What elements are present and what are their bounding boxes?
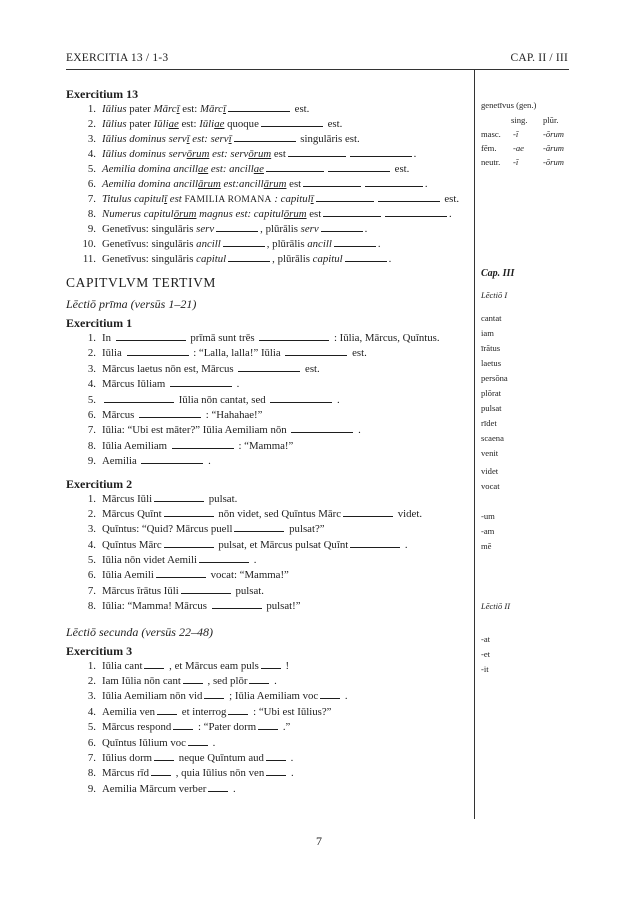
answer-blank[interactable] (291, 424, 353, 433)
lectio-1-heading: Lēctiō prīma (versūs 1–21) (66, 297, 197, 311)
list-item: 6. Iūlia Aemili vocat: “Mamma!” (87, 569, 289, 582)
vocab-word: venit (481, 448, 499, 458)
answer-blank[interactable] (238, 363, 300, 372)
list-item: 8. Iūlia Aemiliam : “Mamma!” (87, 439, 294, 452)
exercise-13-title: Exercitium 13 (66, 87, 139, 101)
list-item: 9. Aemilia Mārcum verber . (87, 782, 236, 795)
answer-blank[interactable] (261, 660, 281, 669)
answer-blank[interactable] (316, 193, 374, 202)
answer-blank[interactable] (323, 208, 381, 217)
exercise-3-title: Exercitium 3 (66, 643, 133, 658)
list-item: 5. Iūlia nōn videt Aemili . (87, 554, 257, 567)
list-item: 6. Mārcus : “Hahahae!” (87, 408, 263, 421)
answer-blank[interactable] (156, 569, 206, 578)
page-number: 7 (316, 834, 322, 848)
exercise-1-list (66, 331, 466, 470)
answer-blank[interactable] (320, 690, 340, 699)
list-item: 5. Aemilia domina ancillae est: ancillae est. (87, 163, 410, 175)
list-item: 8. Iūlia: “Mamma! Mārcus pulsat!” (87, 600, 301, 613)
vocab-word: rīdet (481, 418, 497, 428)
list-item: 5. Iūlia nōn cantat, sed . (87, 393, 340, 406)
list-item: 1. Mārcus Iūli pulsat. (87, 492, 238, 505)
list-item: 5. Mārcus respond : “Pater dorm .” (87, 721, 291, 734)
chapter-title: CAPITVLVM TERTIVM (66, 275, 217, 290)
answer-blank[interactable] (334, 238, 376, 247)
answer-blank[interactable] (385, 208, 447, 217)
answer-blank[interactable] (285, 347, 347, 356)
list-item: 11. Genetīvus: singulāris capitul , plūrālis capitul . (82, 253, 392, 265)
answer-blank[interactable] (266, 163, 324, 172)
answer-blank[interactable] (223, 238, 265, 247)
ending-note: -it (481, 664, 489, 674)
list-item: 6. Aemilia domina ancillārum est:ancillārum est . (87, 178, 428, 190)
answer-blank[interactable] (228, 253, 270, 262)
answer-blank[interactable] (151, 767, 171, 776)
list-item: 1. Iūlia cant , et Mārcus eam puls ! (87, 659, 290, 672)
answer-blank[interactable] (181, 585, 231, 594)
exercise-1-title: Exercitium 1 (66, 316, 133, 330)
exercise-13-list (66, 102, 466, 267)
margin-rule (474, 69, 475, 819)
answer-blank[interactable] (212, 600, 262, 609)
lectio-1-label: Lēctiō I (481, 290, 508, 300)
list-item: 9. Aemilia . (87, 455, 211, 468)
list-item: 3. Iūlia Aemiliam nōn vid ; Iūlia Aemiliam voc . (87, 690, 348, 703)
genetivus-row: neutr. -ī -ōrum (481, 157, 565, 167)
list-item: 3. Quīntus: “Quid? Mārcus puell pulsat?” (87, 523, 325, 536)
answer-blank[interactable] (170, 378, 232, 387)
answer-blank[interactable] (234, 133, 296, 142)
list-item: 7. Iūlia: “Ubi est māter?” Iūlia Aemiliam nōn . (87, 424, 361, 437)
exercise-3-list (66, 659, 466, 798)
answer-blank[interactable] (141, 455, 203, 464)
list-item: 10. Genetīvus: singulāris ancill , plūrālis ancill . (82, 238, 381, 250)
ending-note: mē (481, 541, 492, 551)
answer-blank[interactable] (228, 103, 290, 112)
ending-note: -am (481, 526, 495, 536)
chapter-label: Cap. III (481, 268, 515, 279)
answer-blank[interactable] (104, 394, 174, 403)
list-item: 3. Iūlius dominus servī est: servī singulāris est. (87, 133, 360, 145)
vocab-word: īrātus (481, 343, 501, 353)
list-item: 7. Iūlius dorm neque Quīntum aud . (87, 751, 294, 764)
vocab-word: scaena (481, 433, 504, 443)
answer-blank[interactable] (127, 347, 189, 356)
answer-blank[interactable] (328, 163, 390, 172)
list-item: 8. Mārcus rīd , quia Iūlius nōn ven . (87, 767, 294, 780)
answer-blank[interactable] (321, 223, 363, 232)
exercise-2-title: Exercitium 2 (66, 476, 133, 491)
list-item: 4. Quīntus Mārc pulsat, et Mārcus pulsat Quīnt . (87, 538, 408, 551)
answer-blank[interactable] (249, 675, 269, 684)
answer-blank[interactable] (350, 148, 412, 157)
vocab-word: videt (481, 466, 499, 476)
answer-blank[interactable] (154, 752, 174, 761)
list-item: 9. Genetīvus: singulāris serv , plūrālis serv . (87, 223, 368, 235)
answer-blank[interactable] (345, 253, 387, 262)
answer-blank[interactable] (172, 440, 234, 449)
list-item: 7. Mārcus īrātus Iūli pulsat. (87, 584, 264, 597)
vocab-word: laetus (481, 358, 502, 368)
lectio-2-label: Lēctiō II (481, 601, 511, 611)
answer-blank[interactable] (208, 783, 228, 792)
answer-blank[interactable] (258, 721, 278, 730)
vocab-word: plōrat (481, 388, 502, 398)
vocab-word: vocat (481, 481, 500, 491)
list-item: 6. Quīntus Iūlium voc . (87, 736, 216, 749)
answer-blank[interactable] (303, 178, 361, 187)
vocab-word: persōna (481, 373, 508, 383)
answer-blank[interactable] (164, 508, 214, 517)
answer-blank[interactable] (343, 508, 393, 517)
answer-blank[interactable] (139, 409, 201, 418)
lectio-2-heading: Lēctiō secunda (versūs 22–48) (66, 624, 213, 639)
exercise-2-list (66, 492, 466, 615)
header-right: CAP. II / III (510, 52, 568, 64)
answer-blank[interactable] (183, 675, 203, 684)
list-item: 8. Numerus capitulōrum magnus est: capitulōrum est . (87, 208, 452, 220)
answer-blank[interactable] (270, 394, 332, 403)
running-header (66, 52, 568, 68)
main-column (66, 86, 466, 797)
answer-blank[interactable] (116, 332, 186, 341)
answer-blank[interactable] (259, 332, 329, 341)
answer-blank[interactable] (216, 223, 258, 232)
col-sing: sing. (511, 115, 528, 125)
genetivus-title: genetīvus (gen.) (481, 100, 537, 110)
header-rule (66, 69, 569, 70)
list-item: 3. Mārcus laetus nōn est, Mārcus est. (87, 362, 320, 375)
answer-blank[interactable] (266, 752, 286, 761)
answer-blank[interactable] (365, 178, 423, 187)
vocab-word: iam (481, 328, 494, 338)
col-plur: plūr. (543, 115, 559, 125)
answer-blank[interactable] (228, 706, 248, 715)
answer-blank[interactable] (164, 539, 214, 548)
answer-blank[interactable] (261, 118, 323, 127)
list-item: 1. In prīmā sunt trēs : Iūlia, Mārcus, Quīntus. (87, 332, 440, 344)
list-item: 1. Iūlius pater Mārcī est: Mārcī est. (87, 103, 310, 115)
list-item: 4. Mārcus Iūliam . (87, 378, 240, 391)
vocab-word: pulsat (481, 403, 502, 413)
answer-blank[interactable] (199, 554, 249, 563)
answer-blank[interactable] (188, 737, 208, 746)
ending-note: -et (481, 649, 491, 659)
answer-blank[interactable] (350, 539, 400, 548)
list-item: 2. Mārcus Quīnt nōn videt, sed Quīntus Mārc videt. (87, 507, 423, 520)
answer-blank[interactable] (288, 148, 346, 157)
answer-blank[interactable] (204, 690, 224, 699)
list-item: 7. Titulus capitulī est FAMILIA ROMANA : capitulī est. (87, 193, 460, 205)
header-left: EXERCITIA 13 / 1-3 (66, 52, 169, 64)
list-item: 4. Iūlius dominus servōrum est: servōrum est . (87, 148, 417, 160)
genetivus-row: fēm. -ae -ārum (481, 143, 565, 153)
list-item: 2. Iūlia : “Lalla, lalla!” Iūlia est. (87, 347, 367, 360)
answer-blank[interactable] (154, 493, 204, 502)
answer-blank[interactable] (266, 767, 286, 776)
answer-blank[interactable] (378, 193, 440, 202)
list-item: 2. Iam Iūlia nōn cant , sed plōr . (87, 675, 277, 688)
list-item: 2. Iūlius pater Iūliae est: Iūliae quoque est. (87, 118, 343, 130)
ending-note: -at (481, 634, 491, 644)
genetivus-row: masc. -ī -ōrum (481, 129, 565, 139)
ending-note: -um (481, 511, 495, 521)
answer-blank[interactable] (157, 706, 177, 715)
answer-blank[interactable] (144, 660, 164, 669)
answer-blank[interactable] (234, 523, 284, 532)
answer-blank[interactable] (173, 721, 193, 730)
list-item: 4. Aemilia ven et interrog : “Ubi est Iūlius?” (87, 705, 332, 718)
vocab-word: cantat (481, 313, 502, 323)
